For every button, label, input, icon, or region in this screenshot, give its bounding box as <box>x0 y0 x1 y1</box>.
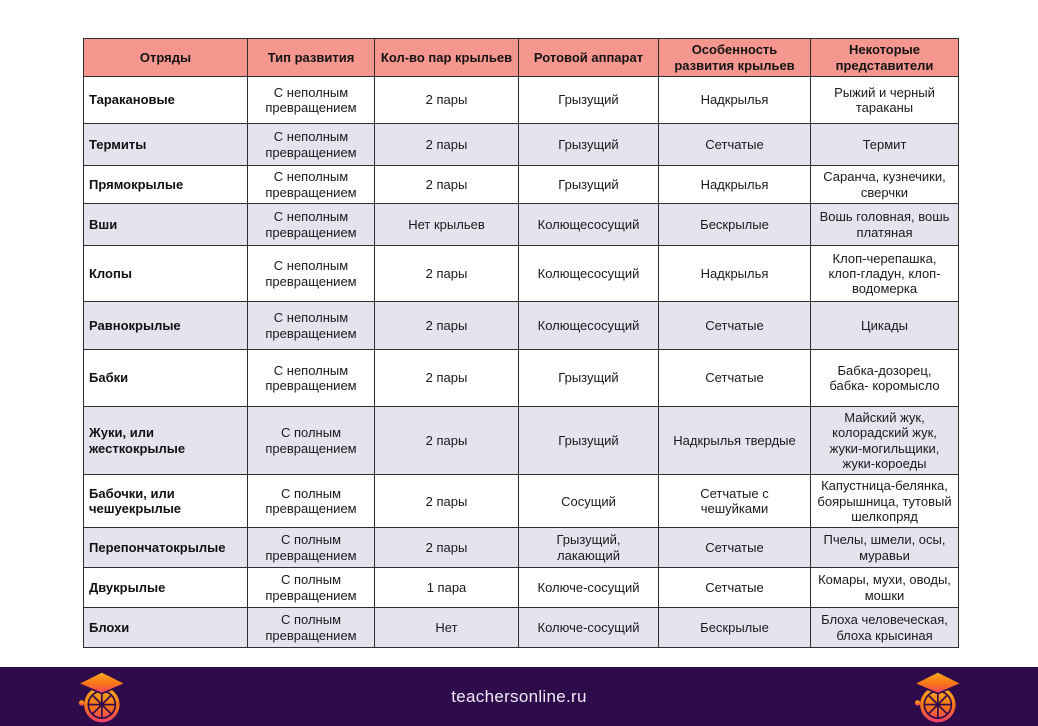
cell-order: Равнокрылые <box>84 302 248 350</box>
col-header-mouthparts: Ротовой аппарат <box>519 39 659 77</box>
col-header-wing-feature: Особенность развития крыльев <box>659 39 811 77</box>
cell-wing-feature: Надкрылья <box>659 246 811 302</box>
cell-mouthparts: Колюче-сосущий <box>519 608 659 648</box>
cell-mouthparts: Грызущий <box>519 124 659 166</box>
cell-development: С полным превращением <box>248 608 375 648</box>
cell-development: С неполным превращением <box>248 246 375 302</box>
cell-wing-pairs: 2 пары <box>375 407 519 475</box>
cell-development: С неполным превращением <box>248 124 375 166</box>
cell-development: С неполным превращением <box>248 350 375 407</box>
cell-wing-pairs: Нет крыльев <box>375 204 519 246</box>
cell-order: Жуки, или жесткокрылые <box>84 407 248 475</box>
col-header-wing-pairs: Кол-во пар крыльев <box>375 39 519 77</box>
cell-wing-pairs: 2 пары <box>375 77 519 124</box>
cell-order: Прямокрылые <box>84 166 248 204</box>
cell-mouthparts: Колющесосущий <box>519 302 659 350</box>
cell-wing-feature: Сетчатые <box>659 528 811 568</box>
cell-representatives: Клоп-черепашка, клоп-гладун, клоп-водомерка <box>811 246 959 302</box>
col-header-development-type: Тип развития <box>248 39 375 77</box>
table-row <box>84 608 959 648</box>
cell-development: С неполным превращением <box>248 166 375 204</box>
cell-representatives: Капустница-белянка, боярышница, тутовый шелкопряд <box>811 475 959 528</box>
cell-mouthparts: Грызущий <box>519 166 659 204</box>
cell-wing-pairs: 2 пары <box>375 350 519 407</box>
cell-development: С неполным превращением <box>248 204 375 246</box>
cell-mouthparts: Колющесосущий <box>519 246 659 302</box>
cell-order: Двукрылые <box>84 568 248 608</box>
cell-wing-pairs: 2 пары <box>375 246 519 302</box>
cell-wing-feature: Надкрылья <box>659 77 811 124</box>
cell-mouthparts: Грызущий <box>519 350 659 407</box>
cell-mouthparts: Грызущий, лакающий <box>519 528 659 568</box>
cell-development: С полным превращением <box>248 568 375 608</box>
footer <box>0 667 1038 726</box>
cell-wing-feature: Бескрылые <box>659 204 811 246</box>
cell-development: С неполным превращением <box>248 302 375 350</box>
cell-wing-pairs: 2 пары <box>375 528 519 568</box>
cell-wing-pairs: 2 пары <box>375 302 519 350</box>
cell-order: Бабки <box>84 350 248 407</box>
cell-wing-feature: Сетчатые с чешуйками <box>659 475 811 528</box>
col-header-representatives: Некоторые представители <box>811 39 959 77</box>
table-row <box>84 246 959 302</box>
cell-order: Блохи <box>84 608 248 648</box>
cell-order: Вши <box>84 204 248 246</box>
cell-representatives: Термит <box>811 124 959 166</box>
cell-wing-feature: Бескрылые <box>659 608 811 648</box>
cell-representatives: Комары, мухи, оводы, мошки <box>811 568 959 608</box>
cell-mouthparts: Грызущий <box>519 407 659 475</box>
cell-mouthparts: Грызущий <box>519 77 659 124</box>
cell-mouthparts: Колющесосущий <box>519 204 659 246</box>
footer-site-url: teachersonline.ru <box>451 686 587 706</box>
cell-order: Таракановые <box>84 77 248 124</box>
cell-wing-pairs: Нет <box>375 608 519 648</box>
cell-representatives: Вошь головная, вошь платяная <box>811 204 959 246</box>
cell-mouthparts: Колюче-сосущий <box>519 568 659 608</box>
table-row <box>84 302 959 350</box>
cell-representatives: Бабка-дозорец, бабка- коромысло <box>811 350 959 407</box>
table-row <box>84 166 959 204</box>
cell-wing-feature: Надкрылья <box>659 166 811 204</box>
cell-order: Термиты <box>84 124 248 166</box>
cell-representatives: Блоха человеческая, блоха крысиная <box>811 608 959 648</box>
cell-order: Бабочки, или чешуекрылые <box>84 475 248 528</box>
table-row <box>84 124 959 166</box>
cell-wing-feature: Сетчатые <box>659 302 811 350</box>
cell-wing-pairs: 1 пара <box>375 568 519 608</box>
cell-development: С неполным превращением <box>248 77 375 124</box>
insect-orders-table-wrap <box>83 38 959 648</box>
table-row <box>84 204 959 246</box>
header-row <box>84 39 959 77</box>
table-row <box>84 350 959 407</box>
cell-representatives: Пчелы, шмели, осы, муравьи <box>811 528 959 568</box>
cell-representatives: Майский жук, колорадский жук, жуки-могильщики, жуки-короеды <box>811 407 959 475</box>
col-header-orders: Отряды <box>84 39 248 77</box>
cell-mouthparts: Сосущий <box>519 475 659 528</box>
table-row <box>84 475 959 528</box>
table-row <box>84 568 959 608</box>
table-row <box>84 77 959 124</box>
cell-development: С полным превращением <box>248 407 375 475</box>
cell-wing-feature: Надкрылья твердые <box>659 407 811 475</box>
table-row <box>84 407 959 475</box>
cell-order: Перепончатокрылые <box>84 528 248 568</box>
cell-order: Клопы <box>84 246 248 302</box>
cell-wing-feature: Сетчатые <box>659 350 811 407</box>
cell-representatives: Цикады <box>811 302 959 350</box>
cell-wing-pairs: 2 пары <box>375 124 519 166</box>
cell-wing-feature: Сетчатые <box>659 124 811 166</box>
table-row <box>84 528 959 568</box>
cell-development: С полным превращением <box>248 475 375 528</box>
cell-representatives: Саранча, кузнечики, сверчки <box>811 166 959 204</box>
cell-representatives: Рыжий и черный тараканы <box>811 77 959 124</box>
cell-development: С полным превращением <box>248 528 375 568</box>
cell-wing-pairs: 2 пары <box>375 475 519 528</box>
cell-wing-pairs: 2 пары <box>375 166 519 204</box>
insect-orders-table <box>83 38 959 648</box>
cell-wing-feature: Сетчатые <box>659 568 811 608</box>
